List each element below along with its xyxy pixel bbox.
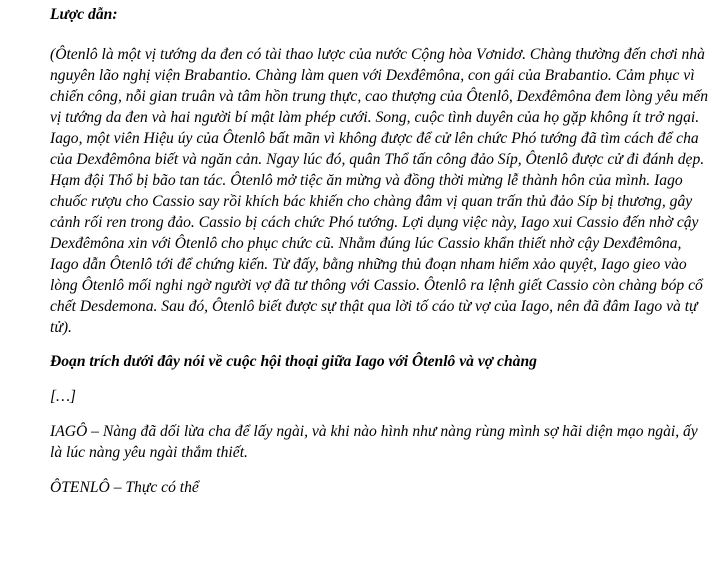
plot-summary-paragraph: (Ôtenlô là một vị tướng da đen có tài thao lược của nước Cộng hòa Vơnidơ. Chàng thường đến chơi nhà nguyên lão nghị viện Brabantio. Chàng làm quen với Dexđêmôna, con gái của Brabantio. Cảm phục vì chiến công, nỗi gian truân và tâm hồn trung thực, cao thượng của Ôtenlô, Dexđêmôna đem lòng yêu mến vị tướng da đen và hai người bí mật làm phép cưới. Song, cuộc tình duyên của họ gặp không ít trở ngại. Iago, một viên Hiệu úy của Ôtenlô bất mãn vì không được để cử lên chức Phó tướng đã tìm cách để cha của Dexđêmôna biết và ngăn cản. Ngay lúc đó, quân Thổ tấn công đảo Síp, Ôtenlô được cử đi đánh dẹp. Hạm đội Thổ bị bão tan tác. Ôtenlô mở tiệc ăn mừng và đồng thời mừng lễ thành hôn của mình. Iago chuốc rượu cho Cassio say rồi khích bác khiến cho chàng đâm vị quan trấn thủ đảo Síp bị thương, gây cảnh rối ren trong đảo. Cassio bị cách chức Phó tướng. Lợi dụng việc này, Iago xui Cassio đến nhờ cậy Dexđêmôna xin với Ôtenlô cho phục chức cũ. Nhằm đúng lúc Cassio khẩn thiết nhờ cậy Dexđêmôna, Iago dẫn Ôtenlô tới để chứng kiến. Từ đấy, bằng những thủ đoạn nham hiểm xảo quyệt, Iago gieo vào lòng Ôtenlô mối nghi ngờ người vợ đã tư thông với Cassio. Ôtenlô ra lệnh giết Cassio còn chàng bóp cổ chết Desdemona. Sau đó, Ôtenlô biết được sự thật qua lời tố cáo từ vợ của Iago, nên đã đâm Iago và tự tử). [50,46,709,336]
excerpt-intro-paragraph: Đoạn trích dưới đây nói về cuộc hội thoại giữa Iago với Ôtenlô và vợ chàng [50,353,537,370]
section-heading: Lược dẫn: [50,6,118,23]
document-page [50,0,710,498]
dialogue-line-otenlo: ÔTENLÔ – Thực có thể [50,479,199,496]
dialogue-line-iago: IAGÔ – Nàng đã dối lừa cha để lấy ngài, và khi nào hình như nàng rùng mình sợ hãi diện mạo ngài, ấy là lúc nàng yêu ngài thắm thiết. [50,423,698,461]
omission-mark: […] [50,388,77,405]
